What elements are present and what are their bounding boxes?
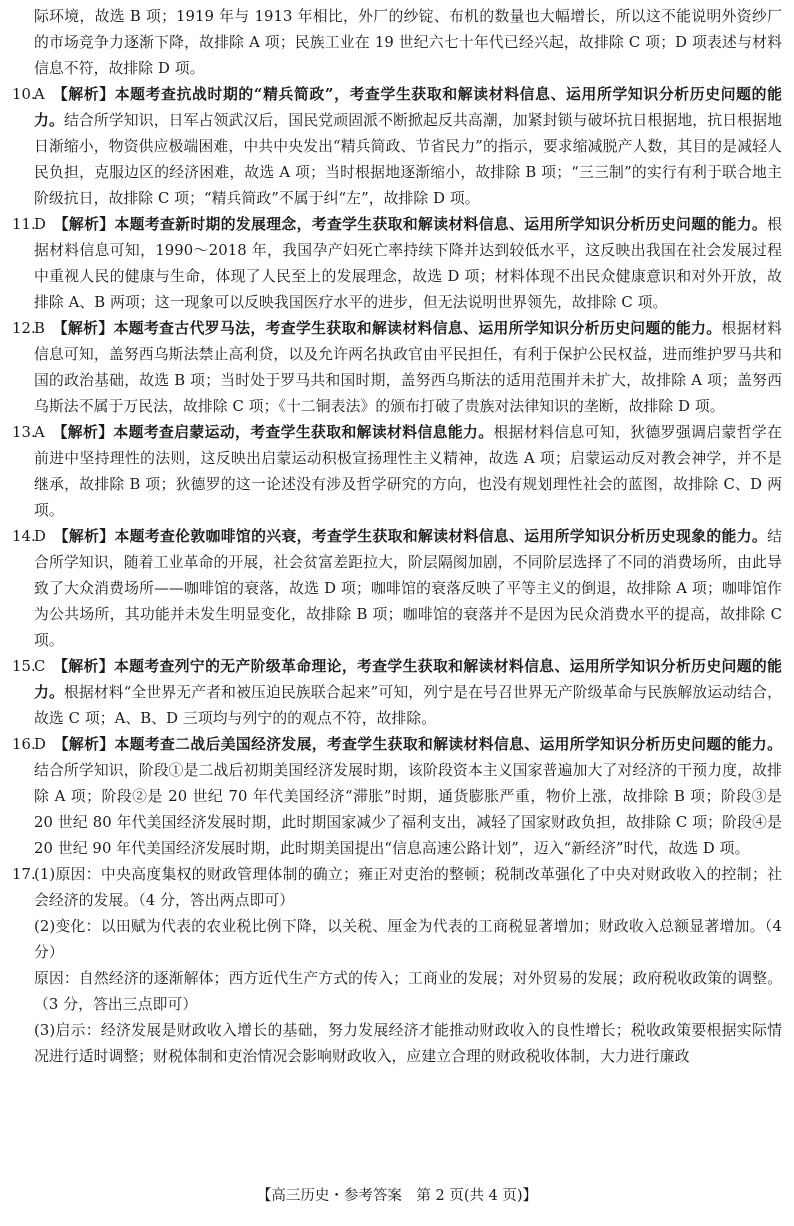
item-answer: D — [34, 528, 46, 545]
item-lead: 本题考查新时期的发展理念，考查学生获取和解读材料信息、运用所学知识分析历史问题的能力。 — [114, 216, 768, 233]
page-content — [12, 4, 782, 1070]
item-answer: A — [34, 86, 45, 103]
footer-label: 【高三历史・参考答案 第 2 页(共 4 页)】 — [256, 1188, 538, 1204]
item-body: 结合所学知识，日军占领武汉后，国民党顽固派不断掀起反共高潮，加紧封锁与破坏抗日根据地，抗日根据地日渐缩小，物资供应极端困难，中共中央发出“精兵简政、节省民力”的指示，要求缩减脱产人数，其目的是减轻人民负担，克服边区的经济困难，故选 A 项；当时根据地逐渐缩小，故排除 B 项；“三三制”的实行有利于联合地主阶级抗日，故排除 C 项；“精兵简政”不属于纠“左”，故排除 D 项。 — [34, 112, 783, 207]
answer-item-12 — [12, 316, 782, 420]
item-number: 16. — [12, 736, 36, 753]
q17-part-2: (2)变化：以田赋为代表的农业税比例下降，以关税、厘金为代表的工商税显著增加；财政收入总额显著增加。（4 分） — [34, 918, 782, 961]
item-body: 结合所学知识，阶段①是二战后初期美国经济发展时期，该阶段资本主义国家普遍加大了对经济的干预力度，故排除 A 项；阶段②是 20 世纪 70 年代美国经济“滞胀”时期，通货膨胀严重，物价上涨，故排除 B 项；阶段③是 20 世纪 80 年代美国经济发展时期，此时期国家减少了福利支出，减轻了国家财政负担，故排除 C 项；阶段④是 20 世纪 90 年代美国经济发展时期，此时期美国提出“信息高速公路计划”，迈入“新经济”时代，故选 D 项。 — [34, 762, 782, 857]
item-body: 根据材料信息可知，狄德罗强调启蒙哲学在前进中坚持理性的法则，这反映出启蒙运动积极宣扬理性主义精神，故选 A 项；启蒙运动反对教会神学，并不是继承，故排除 B 项；狄德罗的这一论述没有涉及哲学研究的方向，也没有规划理性社会的蓝图，故排除 C、D 两项。 — [34, 424, 782, 519]
item-answer: C — [34, 658, 46, 675]
analysis-tag: 【解析】 — [53, 528, 115, 545]
continued-paragraph: 际环境，故选 B 项；1919 年与 1913 年相比，外厂的纱锭、布机的数量也大幅增长，所以这不能说明外资纱厂的市场竞争力逐渐下降，故排除 A 项；民族工业在 19 世纪六七十年代已经兴起，故排除 C 项；D 项表述与材料信息不符，故排除 D 项。 — [34, 8, 782, 77]
page-footer — [0, 1186, 794, 1206]
item-lead: 本题考查启蒙运动，考查学生获取和解读材料信息能力。 — [113, 424, 494, 441]
analysis-tag: 【解析】 — [52, 320, 114, 337]
answer-item-11 — [12, 212, 782, 316]
analysis-tag: 【解析】 — [52, 86, 115, 103]
item-lead: 本题考查列宁的无产阶级革命理论，考查学生获取和解读材料信息、运用所学知识分析历史问题的能力。 — [34, 658, 783, 701]
q17-part-2-reason: 原因：自然经济的逐渐解体；西方近代生产方式的传入；工商业的发展；对外贸易的发展；政府税收政策的调整。（3 分，答出三点即可） — [34, 970, 782, 1013]
item-number: 17. — [12, 866, 36, 883]
item-lead: 本题考查抗战时期的“精兵简政”，考查学生获取和解读材料信息、运用所学知识分析历史问题的能力。 — [34, 86, 782, 129]
analysis-tag: 【解析】 — [52, 658, 114, 675]
item-body: 根据材料信息可知，1990～2018 年，我国孕产妇死亡率持续下降并达到较低水平，这反映出我国在社会发展过程中重视人民的健康与生命，体现了人民至上的发展理念，故选 D 项；材料体现不出民众健康意识和对外开放，故排除 A、B 两项；这一现象可以反映我国医疗水平的进步，但无法说明世界领先，故排除 C 项。 — [34, 216, 782, 311]
item-number: 13. — [12, 424, 36, 441]
answer-item-16 — [12, 732, 782, 862]
answer-item-17 — [12, 862, 782, 1070]
item-answer: D — [34, 216, 46, 233]
item-answer: A — [34, 424, 45, 441]
answer-item-14 — [12, 524, 782, 654]
item-lead: 本题考查古代罗马法，考查学生获取和解读材料信息、运用所学知识分析历史问题的能力。 — [113, 320, 722, 337]
answer-item-15 — [12, 654, 782, 732]
item-body: 根据材料“全世界无产者和被压迫民族联合起来”可知，列宁是在号召世界无产阶级革命与民族解放运动结合，故选 C 项；A、B、D 三项均与列宁的的观点不符，故排除。 — [34, 684, 782, 727]
item-number: 12. — [12, 320, 36, 337]
item-number: 11. — [12, 216, 36, 233]
item-body: 结合所学知识，随着工业革命的开展，社会贫富差距拉大，阶层隔阂加剧，不同阶层选择了不同的消费场所，由此导致了大众消费场所——咖啡馆的衰落，故选 D 项；咖啡馆的衰落反映了平等主义的倒退，故排除 A 项；咖啡馆作为公共场所，其功能并未发生明显变化，故排除 B 项；咖啡馆的衰落并不是因为民众消费水平的提高，故排除 C 项。 — [34, 528, 782, 649]
analysis-tag: 【解析】 — [52, 424, 114, 441]
item-number: 15. — [12, 658, 36, 675]
item-answer: D — [34, 736, 46, 753]
item-answer: B — [34, 320, 45, 337]
item-number: 10. — [12, 86, 36, 103]
answer-item-10 — [12, 82, 782, 212]
item-number: 14. — [12, 528, 36, 545]
q17-part-3: (3)启示：经济发展是财政收入增长的基础，努力发展经济才能推动财政收入的良性增长；税收政策要根据实际情况进行适时调整；财税体制和吏治情况会影响财政收入，应建立合理的财政税收体制，大力进行廉政 — [34, 1022, 782, 1065]
q17-part-1: (1)原因：中央高度集权的财政管理体制的确立；雍正对吏治的整顿；税制改革强化了中央对财政收入的控制；社会经济的发展。（4 分，答出两点即可） — [34, 866, 782, 909]
analysis-tag: 【解析】 — [53, 736, 115, 753]
item-lead: 本题考查二战后美国经济发展，考查学生获取和解读材料信息、运用所学知识分析历史问题的能力。 — [114, 736, 783, 753]
answer-item-13 — [12, 420, 782, 524]
item-body: 根据材料信息可知，盖努西乌斯法禁止高利贷，以及允许两名执政官由平民担任，有利于保护公民权益，进而维护罗马共和国的政治基础，故选 B 项；当时处于罗马共和国时期，盖努西乌斯法的适用范围并未扩大，故排除 A 项；盖努西乌斯法不属于万民法，故排除 C 项；《十二铜表法》的颁布打破了贵族对法律知识的垄断，故排除 D 项。 — [34, 320, 782, 415]
item-lead: 本题考查伦敦咖啡馆的兴衰，考查学生获取和解读材料信息、运用所学知识分析历史现象的能力。 — [114, 528, 768, 545]
analysis-tag: 【解析】 — [53, 216, 115, 233]
